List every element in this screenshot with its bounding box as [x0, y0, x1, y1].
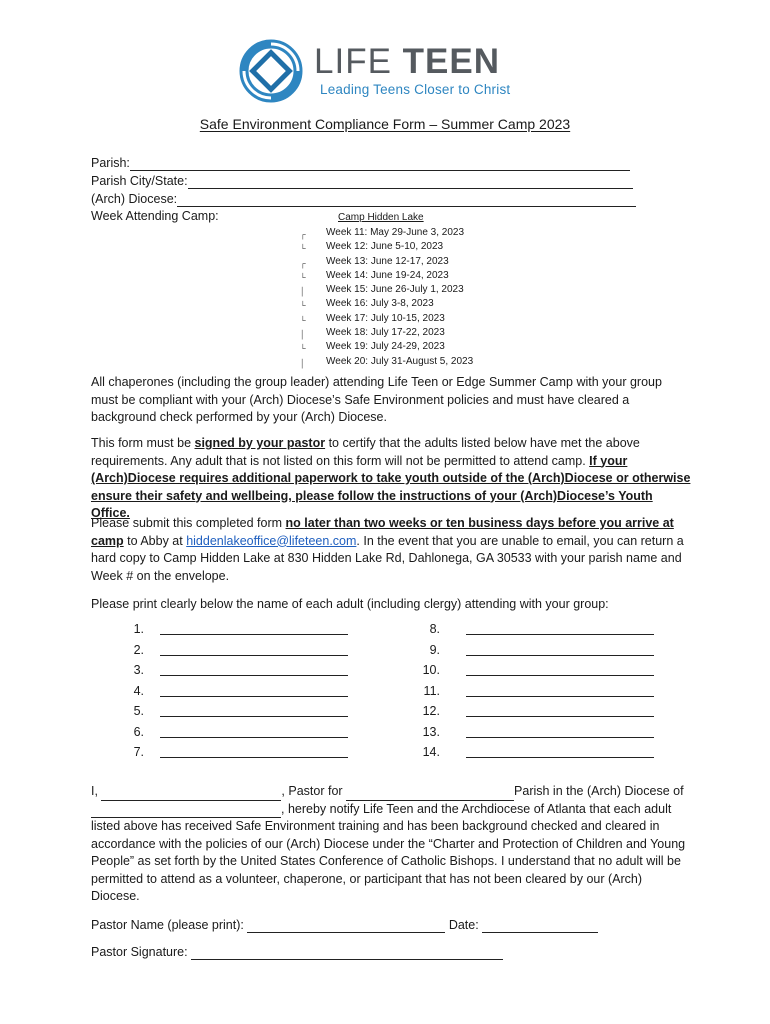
adult-entry[interactable]: 5.	[100, 702, 340, 723]
checkbox-icon[interactable]: └	[300, 244, 306, 254]
week-option[interactable]: └ Week 12: June 5-10, 2023	[300, 240, 560, 254]
adult-entry[interactable]: 7.	[100, 743, 340, 764]
parish-field[interactable]	[91, 155, 630, 171]
adult-name-line[interactable]	[466, 716, 654, 717]
print-names-instruction: Please print clearly below the name of each adult (including clergy) attending with your group:	[91, 597, 609, 611]
week-option[interactable]: │ Week 18: July 17-22, 2023	[300, 326, 560, 340]
diocese-name-line[interactable]	[91, 805, 281, 818]
adult-name-line[interactable]	[160, 696, 348, 697]
adult-entry[interactable]: 2.	[100, 641, 340, 662]
submission-paragraph: Please submit this completed form no later than two weeks or ten business days before you arrive at camp to Abby at hiddenlakeoffice@lifeteen.com. In the event that you are unable to email, you can return a hard copy to Camp Hidden Lake at 830 Hidden Lake Rd, Dahlonega, GA 30533 with your parish name and Week # on the envelope.	[91, 516, 684, 583]
week-option[interactable]: └ Week 19: July 24-29, 2023	[300, 340, 560, 354]
week-option[interactable]: └ Week 16: July 3-8, 2023	[300, 297, 560, 311]
adult-entry[interactable]: 4.	[100, 682, 340, 703]
date-label: Date:	[448, 918, 479, 932]
week-option[interactable]: ┌ Week 11: May 29-June 3, 2023	[300, 226, 560, 240]
checkbox-icon[interactable]: ┌	[300, 258, 306, 268]
adult-entry[interactable]: 3.	[100, 661, 340, 682]
diocese-field[interactable]	[91, 191, 636, 207]
adult-name-line[interactable]	[466, 757, 654, 758]
camp-title: Camp Hidden Lake	[338, 212, 424, 223]
checkbox-icon[interactable]: └	[300, 344, 306, 354]
email-link[interactable]: hiddenlakeoffice@lifeteen.com	[186, 533, 357, 548]
adult-list-right	[408, 620, 648, 764]
adult-name-line[interactable]	[160, 655, 348, 656]
signed-by-pastor-emphasis: signed by your pastor	[194, 436, 326, 450]
adult-name-line[interactable]	[466, 675, 654, 676]
adult-entry[interactable]: 6.	[100, 723, 340, 744]
adult-entry[interactable]: 10.	[408, 661, 648, 682]
life-teen-logo-icon	[238, 38, 304, 104]
adult-list-left	[100, 620, 340, 764]
deadline-emphasis: no later than two weeks or ten business days before you arrive at camp	[91, 516, 674, 548]
week-option[interactable]: ┌ Week 13: June 12-17, 2023	[300, 255, 560, 269]
paperwork-emphasis: If your (Arch)Diocese requires additional paperwork to take youth outside of the (Arch)Diocese or otherwise ensure their safety and wellbeing, please follow the instructions of your (Arch)Diocese’s Youth Office.	[91, 453, 691, 520]
adult-entry[interactable]: 1.	[100, 620, 340, 641]
parish-city-state-line[interactable]	[188, 176, 633, 189]
week-attending-label: Week Attending Camp:	[91, 209, 219, 223]
form-title: Safe Environment Compliance Form – Summer Camp 2023	[199, 116, 571, 132]
checkbox-icon[interactable]: │	[300, 330, 305, 340]
pastor-name-print-line[interactable]	[247, 920, 445, 933]
adult-name-line[interactable]	[466, 634, 654, 635]
pastor-signature-field[interactable]	[91, 944, 503, 960]
pastor-paragraph: This form must be signed by your pastor to certify that the adults listed below have met the above requirements. Any adult that is not listed on this form will not be permitted to attend camp. If your (Arch)Diocese requires additional paperwork to take youth outside of the (Arch)Diocese or otherwise ensure their safety and wellbeing, please follow the instructions of your (Arch)Diocese’s Youth Office.	[91, 436, 691, 520]
week-option[interactable]: └ Week 17: July 10-15, 2023	[300, 312, 560, 326]
checkbox-icon[interactable]: └	[300, 315, 306, 325]
pastor-name-line[interactable]	[101, 788, 281, 801]
pastor-signature-line[interactable]	[191, 947, 503, 960]
adult-entry[interactable]: 11.	[408, 682, 648, 703]
checkbox-icon[interactable]: └	[300, 301, 306, 311]
logo-title	[314, 42, 500, 82]
adult-name-line[interactable]	[466, 696, 654, 697]
logo-title-teen: TEEN	[402, 42, 500, 81]
parish-label: Parish:	[91, 156, 130, 170]
adult-entry[interactable]: 14.	[408, 743, 648, 764]
adult-name-line[interactable]	[160, 737, 348, 738]
parish-city-state-field[interactable]	[91, 173, 633, 189]
parish-city-state-label: Parish City/State:	[91, 174, 188, 188]
pastor-name-label: Pastor Name (please print):	[91, 918, 244, 932]
life-teen-logo	[238, 38, 538, 104]
week-option[interactable]: │ Week 15: June 26-July 1, 2023	[300, 283, 560, 297]
pastor-signature-label: Pastor Signature:	[91, 945, 188, 959]
adult-entry[interactable]: 12.	[408, 702, 648, 723]
week-option[interactable]: └ Week 14: June 19-24, 2023	[300, 269, 560, 283]
adult-name-line[interactable]	[160, 716, 348, 717]
logo-tagline: Leading Teens Closer to Christ	[320, 82, 511, 97]
week-list	[300, 226, 560, 369]
checkbox-icon[interactable]: └	[300, 272, 306, 282]
pastor-name-print-field[interactable]	[91, 917, 598, 933]
parish-line[interactable]	[130, 158, 630, 171]
adult-name-line[interactable]	[160, 757, 348, 758]
adult-entry[interactable]: 9.	[408, 641, 648, 662]
adult-name-line[interactable]	[466, 655, 654, 656]
parish-name-line[interactable]	[346, 788, 514, 801]
checkbox-icon[interactable]: │	[300, 287, 305, 297]
adult-entry[interactable]: 13.	[408, 723, 648, 744]
diocese-line[interactable]	[177, 194, 636, 207]
certification-paragraph: I, , Pastor for Parish in the (Arch) Diocese of , hereby notify Life Teen and the Archdiocese of Atlanta that each adult listed above has received Safe Environment training and has been background checked and cleared in accordance with the policies of our (Arch) Diocese under the “Charter and Protection of Children and Young People” as set forth by the United States Conference of Catholic Bishops. I understand that no adult will be permitted to attend as a volunteer, chaperone, or participant that has not been cleared by our (Arch) Diocese.	[91, 784, 686, 903]
adult-name-line[interactable]	[160, 675, 348, 676]
adult-name-line[interactable]	[160, 634, 348, 635]
chaperone-paragraph: All chaperones (including the group leader) attending Life Teen or Edge Summer Camp with your group must be compliant with your (Arch) Diocese’s Safe Environment policies and must have cleared a background check performed by your (Arch) Diocese.	[91, 375, 662, 424]
week-option[interactable]: │ Week 20: July 31-August 5, 2023	[300, 355, 560, 369]
checkbox-icon[interactable]: ┌	[300, 230, 306, 239]
adult-name-line[interactable]	[466, 737, 654, 738]
diocese-label: (Arch) Diocese:	[91, 192, 178, 206]
checkbox-icon[interactable]: │	[300, 358, 305, 368]
logo-title-life: LIFE	[314, 42, 403, 81]
date-line[interactable]	[482, 920, 598, 933]
adult-entry[interactable]: 8.	[408, 620, 648, 641]
